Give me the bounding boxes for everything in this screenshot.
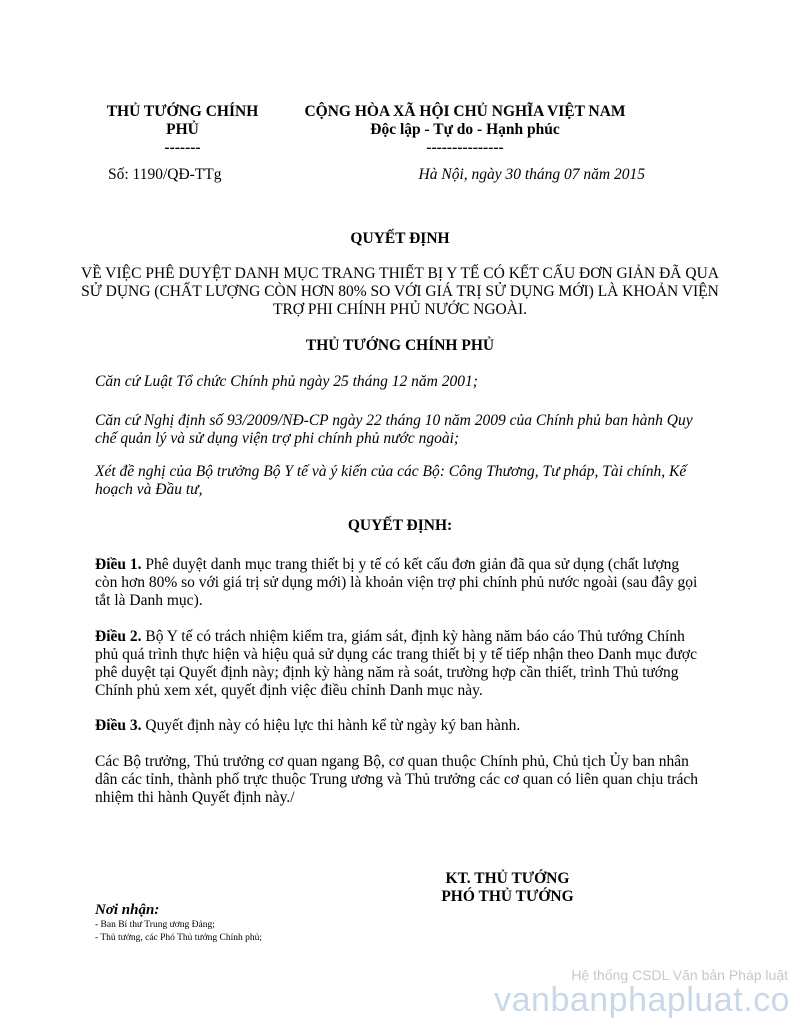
signature-line2: PHÓ THỦ TƯỚNG (441, 888, 574, 905)
signature-block (420, 870, 595, 906)
agency-name-line2: PHỦ (166, 121, 199, 138)
article-1-label: Điều 1. (95, 556, 142, 573)
article-1 (95, 556, 705, 610)
article-2-text: Bộ Y tế có trách nhiệm kiểm tra, giám sát, định kỳ hàng năm báo cáo Thủ tướng Chính phủ quá trình thực hiện và hiệu quả sử dụng các trang thiết bị y tế tiếp nhận theo Danh mục được phê duyệt tại Quyết định này; định kỳ hàng năm rà soát, trường hợp cần thiết, trình Thủ tướng Chính phủ xem xét, quyết định việc điều chỉnh Danh mục này. (95, 628, 698, 699)
decision-heading: QUYẾT ĐỊNH: (347, 517, 453, 534)
motto-separator: --------------- (426, 139, 504, 156)
issuing-agency-block (95, 103, 270, 157)
country-name: CỘNG HÒA XÃ HỘI CHỦ NGHĨA VIỆT NAM (304, 103, 626, 120)
recipients-title: Nơi nhận: (95, 902, 160, 918)
watermark-site: vanbanphapluat.co (494, 981, 790, 1019)
legal-basis-2: Căn cứ Nghị định số 93/2009/NĐ-CP ngày 22 tháng 10 năm 2009 của Chính phủ ban hành Quy chế quản lý và sử dụng viện trợ phi chính phủ nước ngoài; (95, 412, 693, 447)
article-2-label: Điều 2. (95, 628, 142, 645)
article-3-text: Quyết định này có hiệu lực thi hành kể từ ngày ký ban hành. (141, 717, 521, 734)
article-3 (95, 717, 705, 735)
document-number: Số: 1190/QĐ-TTg (108, 166, 222, 183)
place-and-date: Hà Nội, ngày 30 tháng 07 năm 2015 (418, 166, 645, 183)
agency-separator: ------- (164, 139, 201, 156)
document-subject: VỀ VIỆC PHÊ DUYỆT DANH MỤC TRANG THIẾT BỊ Y TẾ CÓ KẾT CẤU ĐƠN GIẢN ĐÃ QUA SỬ DỤNG (CHẤT LƯỢNG CÒN HƠN 80% SO VỚI GIÁ TRỊ SỬ DỤNG MỚI) LÀ KHOẢN VIỆN TRỢ PHI CHÍNH PHỦ NƯỚC NGOÀI. (81, 265, 719, 318)
document-title: QUYẾT ĐỊNH (350, 230, 450, 247)
recipient-item: - Ban Bí thư Trung ương Đảng; (95, 920, 215, 930)
legal-basis-1: Căn cứ Luật Tổ chức Chính phủ ngày 25 tháng 12 năm 2001; (95, 373, 478, 390)
article-3-label: Điều 3. (95, 717, 142, 734)
article-2 (95, 628, 705, 700)
closing-paragraph: Các Bộ trưởng, Thủ trưởng cơ quan ngang Bộ, cơ quan thuộc Chính phủ, Chủ tịch Ủy ban nhân dân các tỉnh, thành phố trực thuộc Trung ương và Thủ trưởng các cơ quan có liên quan chịu trách nhiệm thi hành Quyết định này./ (95, 753, 699, 806)
watermark-caption: Hệ thống CSDL Văn bản Pháp luật (571, 967, 788, 983)
recipient-item: - Thủ tướng, các Phó Thủ tướng Chính phủ; (95, 933, 262, 943)
signature-line1: KT. THỦ TƯỚNG (445, 870, 570, 887)
agency-name-line1: THỦ TƯỚNG CHÍNH (106, 103, 259, 120)
national-motto-block (290, 103, 640, 157)
legal-basis-3: Xét đề nghị của Bộ trưởng Bộ Y tế và ý kiến của các Bộ: Công Thương, Tư pháp, Tài chính, Kế hoạch và Đầu tư, (95, 463, 687, 498)
issuer-heading: THỦ TƯỚNG CHÍNH PHỦ (305, 337, 495, 354)
article-1-text: Phê duyệt danh mục trang thiết bị y tế có kết cấu đơn giản đã qua sử dụng (chất lượng còn hơn 80% so với giá trị sử dụng mới) là khoản viện trợ phi chính phủ nước ngoài (sau đây gọi tắt là Danh mục). (95, 556, 698, 609)
motto: Độc lập - Tự do - Hạnh phúc (370, 121, 560, 138)
